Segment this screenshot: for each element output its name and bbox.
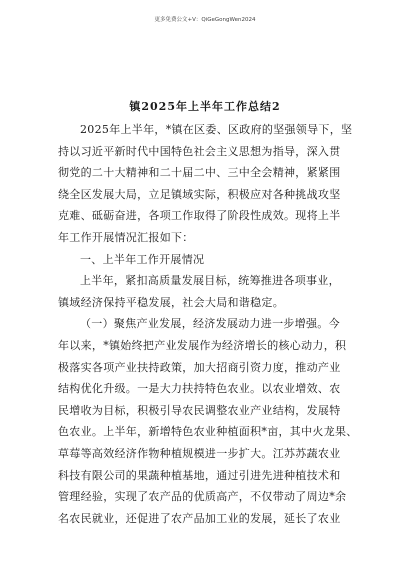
body-line: 草莓等高效经济作物种植规模进一步扩大。江苏苏蔬农业 (58, 446, 341, 460)
body-line: 名农民就业，还促进了农产品加工业的发展，延长了农业 (58, 511, 341, 525)
body-line: 克难、砥砺奋进，各项工作取得了阶段性成效。现将上半 (58, 209, 341, 223)
body-line: 年以来，*镇始终把产业发展作为经济增长的核心动力，积 (58, 338, 347, 352)
document-body (58, 119, 358, 529)
body-line: 管理经验，实现了农产品的优质高产，不仅带动了周边*余 (58, 490, 347, 504)
body-line: 科技有限公司的果蔬种植基地，通过引进先进种植技术和 (58, 468, 341, 482)
body-line: 极落实各项产业扶持政策，加大招商引资力度，推动产业 (58, 360, 341, 374)
body-line: 2025年上半年，*镇在区委、区政府的坚强领导下，坚 (80, 123, 353, 136)
body-line: 结构优化升级。一是大力扶持特色农业。以农业增效、农 (58, 382, 341, 396)
page-header: 更多免费公文+V：QiGeGongWen2024 (154, 17, 256, 23)
body-line: 绕全区发展大局，立足镇域实际，积极应对各种挑战攻坚 (58, 187, 341, 201)
body-line: 彻党的二十大精神和二十届二中、三中全会精神，紧紧围 (58, 166, 341, 180)
body-line: 色农业。上半年，新增特色农业种植面积*亩，其中火龙果、 (58, 425, 358, 439)
body-line: 镇域经济保持平稳发展，社会大局和谐稳定。 (58, 295, 284, 309)
subsection-heading: （一）聚焦产业发展，经济发展动力进一步增强。今 (80, 317, 340, 331)
body-line: 民增收为目标，积极引导农民调整农业产业结构，发展特 (58, 403, 341, 417)
body-line: 上半年，紧扣高质量发展目标，统筹推进各项事业， (80, 274, 340, 288)
body-line: 持以习近平新时代中国特色社会主义思想为指导，深入贯 (58, 144, 341, 158)
section-heading: 一、上半年工作开展情况 (80, 252, 205, 266)
body-line: 年工作开展情况汇报如下： (58, 230, 194, 244)
document-title: 镇2025年上半年工作总结2 (129, 100, 281, 113)
